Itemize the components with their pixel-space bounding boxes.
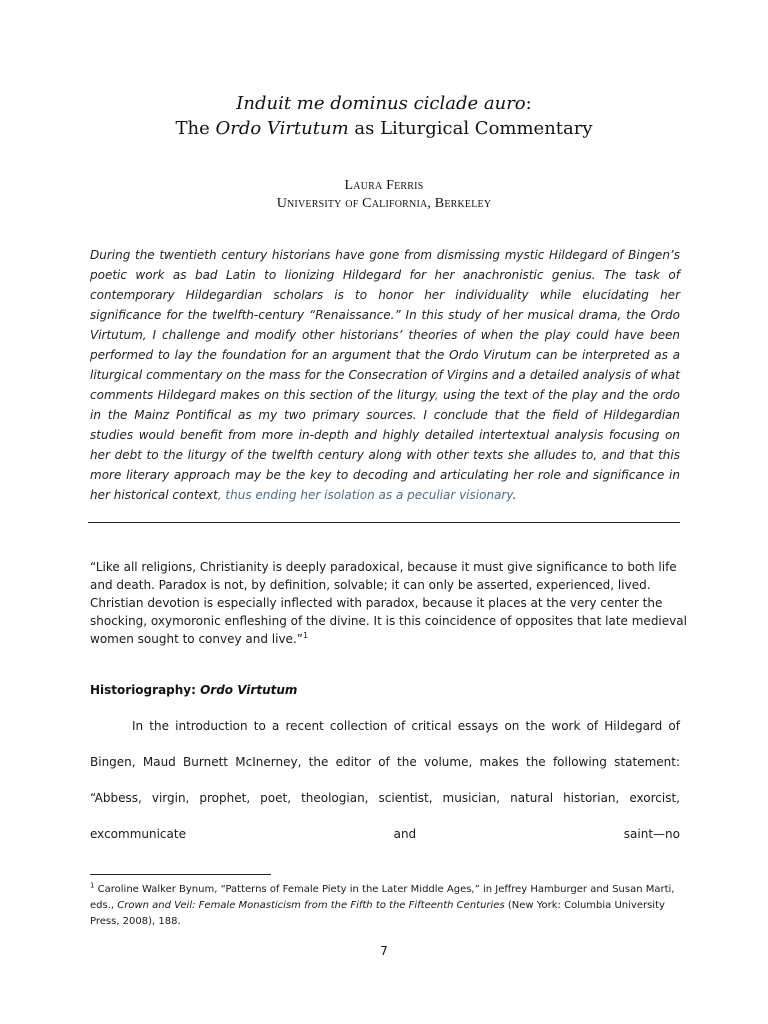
section-heading-italic: Ordo Virtutum xyxy=(200,683,298,697)
body-text xyxy=(90,708,680,852)
footnote-number: 1 xyxy=(90,881,95,890)
author-name: Laura Ferris xyxy=(344,178,424,193)
footnote-book-title: Crown and Veil: Female Monasticism from the Fifth to the Fifteenth Centuries xyxy=(117,900,505,911)
section-divider xyxy=(88,522,680,523)
footnote-text-a: Caroline Walker Bynum, “Patterns of Female Piety in the Later Middle Ages,” in Jeffrey Hamburger and Susan Marti, eds., xyxy=(90,884,675,911)
abstract-highlight-2: , thus ending her isolation as a peculiar visionary xyxy=(217,488,513,502)
abstract-part-2: using the text of the play and the ordo in the Mainz Pontifical as my two primary sources. I conclude that the field of Hildegardian studies would benefit from more in-depth and highly detailed intertextual analysis focusing on her debt to the liturgy of the twelfth century along with other texts she alludes to, and that this more literary approach may be the key to decoding and articulating her role and significance in her historical context xyxy=(90,388,680,502)
title-the: The xyxy=(175,118,216,139)
author-affiliation: University of California, Berkeley xyxy=(276,196,492,211)
epigraph-text: “Like all religions, Christianity is deeply paradoxical, because it must give significance to both life and death. Paradox is not, by definition, solvable; it can only be asserted, experienced, lived. Christian devotion is especially inflected with paradox, because it places at the very center the shocking, oxymoronic enfleshing of the divine. It is this coincidence of opposites that late medieval women sought to convey and live.” xyxy=(90,560,687,646)
title-colon: : xyxy=(525,93,532,114)
abstract-highlight-1: , xyxy=(434,388,439,402)
section-heading xyxy=(90,681,297,699)
abstract xyxy=(90,245,680,505)
title-latin: Induit me dominus ciclade auro xyxy=(236,93,526,114)
title-ordo-virtutum: Ordo Virtutum xyxy=(215,118,349,139)
footnote-text-b: (New York: Columbia University Press, 2008), 188. xyxy=(90,900,665,927)
body-paragraph: In the introduction to a recent collection of critical essays on the work of Hildegard of Bingen, Maud Burnett McInerney, the editor of the volume, makes the following statement: “Abbess, virgin, prophet, poet, theologian, scientist, musician, natural historian, exorcist, excommunicate and saint—no xyxy=(90,719,680,841)
epigraph-quote xyxy=(90,558,690,648)
footnote xyxy=(90,882,680,930)
section-heading-label: Historiography: xyxy=(90,683,201,697)
title-rest: as Liturgical Commentary xyxy=(348,118,593,139)
footnote-divider xyxy=(90,874,271,875)
abstract-part-1: During the twentieth century historians have gone from dismissing mystic Hildegard of Bingen’s poetic work as bad Latin to lionizing Hildegard for her anachronistic genius. The task of contemporary Hildegardian scholars is to honor her individuality while elucidating her significance for the twelfth-century “Renaissance.” In this study of her musical drama, the Ordo Virtutum, I challenge and modify other historians’ theories of when the play could have been performed to lay the foundation for an argument that the Ordo Virutum can be interpreted as a liturgical commentary on the mass for the Consecration of Virgins and a detailed analysis of what comments Hildegard makes on this section of the liturgy xyxy=(90,248,680,402)
footnote-reference[interactable]: 1 xyxy=(302,631,309,640)
page-number: 7 xyxy=(380,944,388,958)
title-line-1 xyxy=(0,92,768,116)
title-line-2 xyxy=(0,117,768,141)
abstract-part-3: . xyxy=(512,488,517,502)
